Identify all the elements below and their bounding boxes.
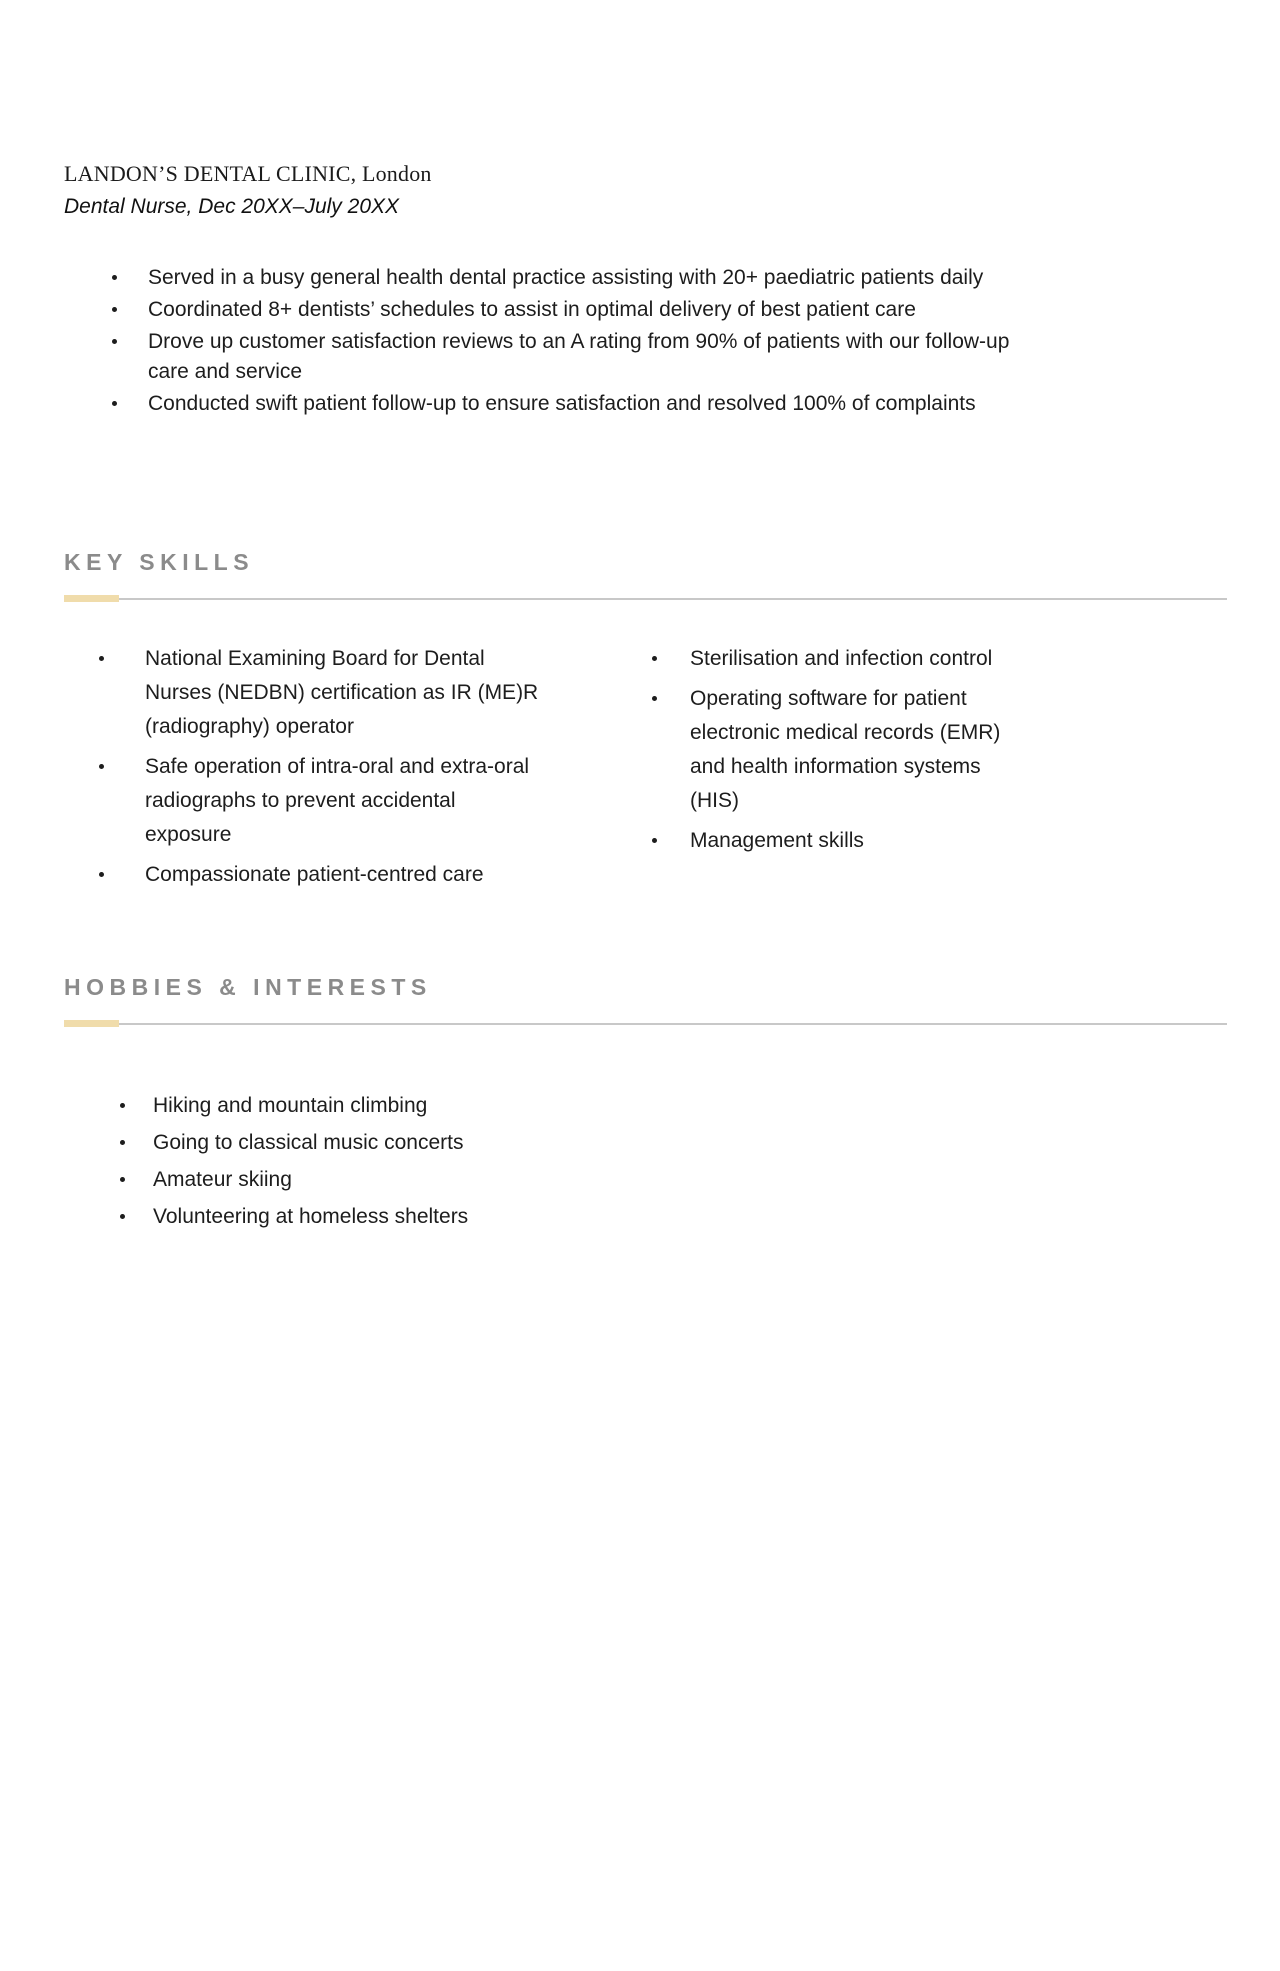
key-skill-text: Safe operation of intra-oral and extra-oral radiographs to prevent accidental exposure <box>145 755 530 846</box>
key-skill-item <box>650 642 1025 676</box>
key-skills-left-column <box>97 642 545 898</box>
experience-bullet-item <box>110 389 1038 419</box>
employer-name: LANDON’S DENTAL CLINIC, London <box>64 161 432 186</box>
key-skill-text: National Examining Board for Dental Nurses (NEDBN) certification as IR (ME)R (radiography) operator <box>145 647 539 738</box>
bullet-icon <box>652 838 657 843</box>
key-skills-columns <box>64 642 1227 898</box>
bullet-icon <box>112 401 117 406</box>
hobby-item <box>118 1128 1227 1158</box>
bullet-icon <box>99 656 104 661</box>
experience-bullet-item <box>110 295 1038 325</box>
key-skill-text: Management skills <box>690 829 864 852</box>
bullet-icon <box>99 764 104 769</box>
experience-bullet-list <box>110 263 1038 419</box>
bullet-icon <box>652 696 657 701</box>
hobby-text: Amateur skiing <box>153 1168 292 1191</box>
key-skill-item <box>650 824 1025 858</box>
section-divider <box>64 595 1227 602</box>
experience-bullet-text: Drove up customer satisfaction reviews to an A rating from 90% of patients with our follow-up care and service <box>148 330 1010 383</box>
resume-page <box>0 160 1280 1971</box>
divider-accent-bar <box>64 1020 119 1027</box>
bullet-icon <box>120 1140 125 1145</box>
experience-bullet-text: Conducted swift patient follow-up to ensure satisfaction and resolved 100% of complaints <box>148 392 976 415</box>
key-skill-item <box>650 682 1025 818</box>
bullet-icon <box>112 275 117 280</box>
divider-line <box>119 1023 1227 1025</box>
key-skills-right-column <box>650 642 1025 898</box>
bullet-icon <box>112 307 117 312</box>
divider-line <box>119 598 1227 600</box>
experience-bullet-text: Served in a busy general health dental practice assisting with 20+ paediatric patients daily <box>148 266 984 289</box>
bullet-icon <box>112 339 117 344</box>
bullet-icon <box>120 1214 125 1219</box>
hobby-text: Going to classical music concerts <box>153 1131 464 1154</box>
hobby-item <box>118 1202 1227 1232</box>
bullet-icon <box>120 1103 125 1108</box>
hobby-text: Hiking and mountain climbing <box>153 1094 428 1117</box>
experience-section <box>64 160 1227 419</box>
key-skill-item <box>97 642 545 744</box>
section-divider <box>64 1020 1227 1027</box>
experience-bullet-text: Coordinated 8+ dentists’ schedules to assist in optimal delivery of best patient care <box>148 298 916 321</box>
job-title-dates: Dental Nurse, Dec 20XX–July 20XX <box>64 195 400 218</box>
key-skill-text: Operating software for patient electronic medical records (EMR) and health information systems (HIS) <box>690 687 1001 812</box>
hobby-text: Volunteering at homeless shelters <box>153 1205 469 1228</box>
key-skills-heading: KEY SKILLS <box>64 549 255 575</box>
hobby-item <box>118 1091 1227 1121</box>
key-skills-section <box>64 549 1227 898</box>
hobby-item <box>118 1165 1227 1195</box>
hobbies-section <box>64 974 1227 1232</box>
hobbies-list <box>118 1091 1227 1232</box>
divider-accent-bar <box>64 595 119 602</box>
experience-bullet-item <box>110 263 1038 293</box>
bullet-icon <box>99 872 104 877</box>
key-skill-text: Sterilisation and infection control <box>690 647 993 670</box>
hobbies-heading: HOBBIES & INTERESTS <box>64 974 432 1000</box>
experience-bullet-item <box>110 327 1038 387</box>
key-skill-text: Compassionate patient-centred care <box>145 863 484 886</box>
bullet-icon <box>652 656 657 661</box>
key-skill-item <box>97 750 545 852</box>
key-skill-item <box>97 858 545 892</box>
bullet-icon <box>120 1177 125 1182</box>
